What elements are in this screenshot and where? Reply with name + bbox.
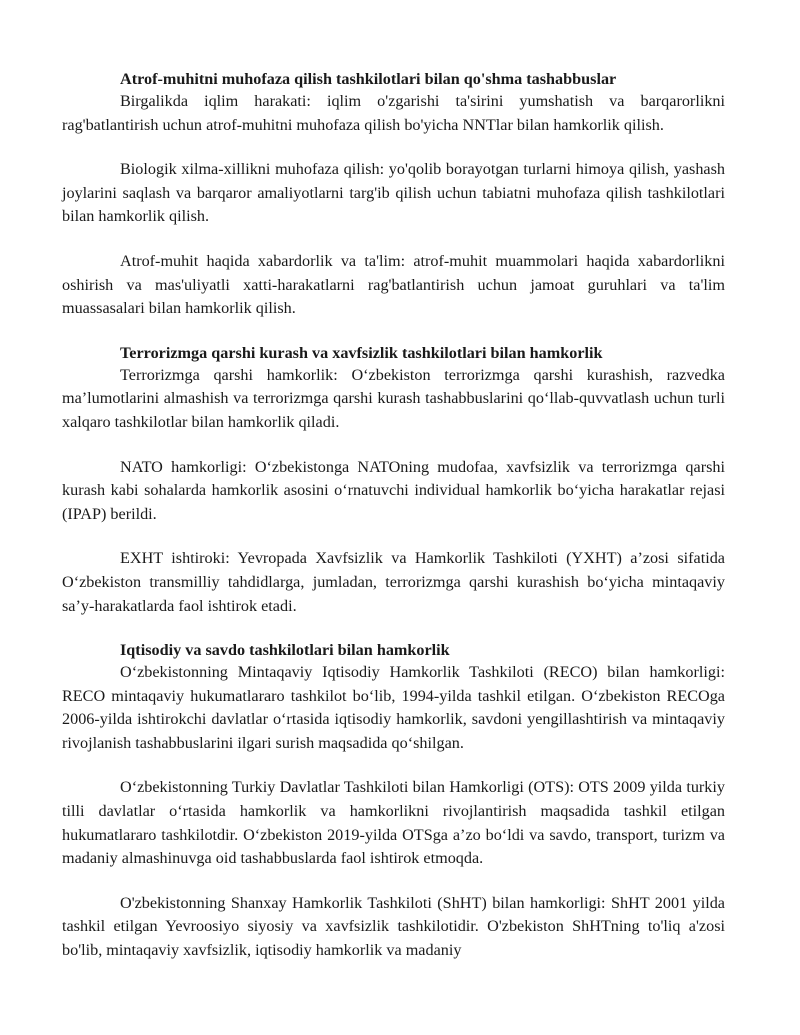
section-title: Atrof-muhitni muhofaza qilish tashkilotlari bilan qo'shma tashabbuslar [120, 70, 617, 88]
paragraph: EXHT ishtiroki: Yevropada Xavfsizlik va Hamkorlik Tashkiloti (YXHT) a’zosi sifatida O‘zbekiston transmilliy tahdidlarga, jumladan, terrorizmga qarshi kurashish bo‘yicha mintaqaviy sa’y-harakatlarda faol ishtirok etadi. [62, 549, 725, 615]
section-economic [62, 639, 725, 963]
document-page [62, 68, 725, 984]
paragraph: NATO hamkorligi: O‘zbekistonga NATOning mudofaa, xavfsizlik va terrorizmga qarshi kurash kabi sohalarda hamkorlik asosini o‘rnatuvchi individual hamkorlik bo‘yicha harakatlar rejasi (IPAP) berildi. [62, 457, 725, 523]
paragraph: O‘zbekistonning Mintaqaviy Iqtisodiy Hamkorlik Tashkiloti (RECO) bilan hamkorligi: RECO mintaqaviy hukumatlararo tashkilot bo‘lib, 1994-yilda tashkil etilgan. O‘zbekiston RECOga 2006-yilda ishtirokchi davlatlar o‘rtasida iqtisodiy hamkorlik, savdoni yengillashtirish va mintaqaviy rivojlanish tashabbuslarini ilgari surish maqsadida qo‘shilgan. [62, 663, 725, 752]
paragraph: Biologik xilma-xillikni muhofaza qilish: yo'qolib borayotgan turlarni himoya qilish, yashash joylarini saqlash va barqaror amaliyotlarni targ'ib qilish uchun tabiatni muhofaza qilish tashkilotlari bilan hamkorlik qilish. [62, 160, 725, 226]
paragraph: O‘zbekistonning Turkiy Davlatlar Tashkiloti bilan Hamkorligi (OTS): OTS 2009 yilda turkiy tilli davlatlar o‘rtasida hamkorlik va hamkorlikni rivojlantirish maqsadida tashkil etilgan hukumatlararo tashkilotdir. O‘zbekiston 2019-yilda OTSga a’zo bo‘ldi va savdo, transport, turizm va madaniy almashinuvga oid tashabbuslarda faol ishtirok etmoqda. [62, 778, 725, 868]
paragraph: O'zbekistonning Shanxay Hamkorlik Tashkiloti (ShHT) bilan hamkorligi: ShHT 2001 yilda tashkil etilgan Yevroosiyo siyosiy va xavfsizlik tashkilotidir. O'zbekiston ShHTning to'liq a'zosi bo'lib, mintaqaviy xavfsizlik, iqtisodiy hamkorlik va madaniy [62, 893, 725, 960]
paragraph: Terrorizmga qarshi hamkorlik: O‘zbekiston terrorizmga qarshi kurashish, razvedka ma’lumotlarini almashish va terrorizmga qarshi kurash tashabbuslarini qo‘llab-quvvatlash uchun turli xalqaro tashkilotlar bilan hamkorlik qiladi. [62, 365, 725, 431]
paragraph: Atrof-muhit haqida xabardorlik va ta'lim: atrof-muhit muammolari haqida xabardorlikni oshirish va mas'uliyatli xatti-harakatlarni rag'batlantirish uchun jamoat guruhlari va ta'lim muassasalari bilan hamkorlik qilish. [62, 251, 725, 318]
section-title: Terrorizmga qarshi kurash va xavfsizlik tashkilotlari bilan hamkorlik [120, 343, 603, 362]
section-environment [62, 68, 725, 321]
section-security [62, 342, 725, 618]
section-title: Iqtisodiy va savdo tashkilotlari bilan hamkorlik [120, 641, 450, 660]
paragraph: Birgalikda iqlim harakati: iqlim o'zgarishi ta'sirini yumshatish va barqarorlikni rag'batlantirish uchun atrof-muhitni muhofaza qilish bo'yicha NNTlar bilan hamkorlik qilish. [62, 92, 725, 134]
